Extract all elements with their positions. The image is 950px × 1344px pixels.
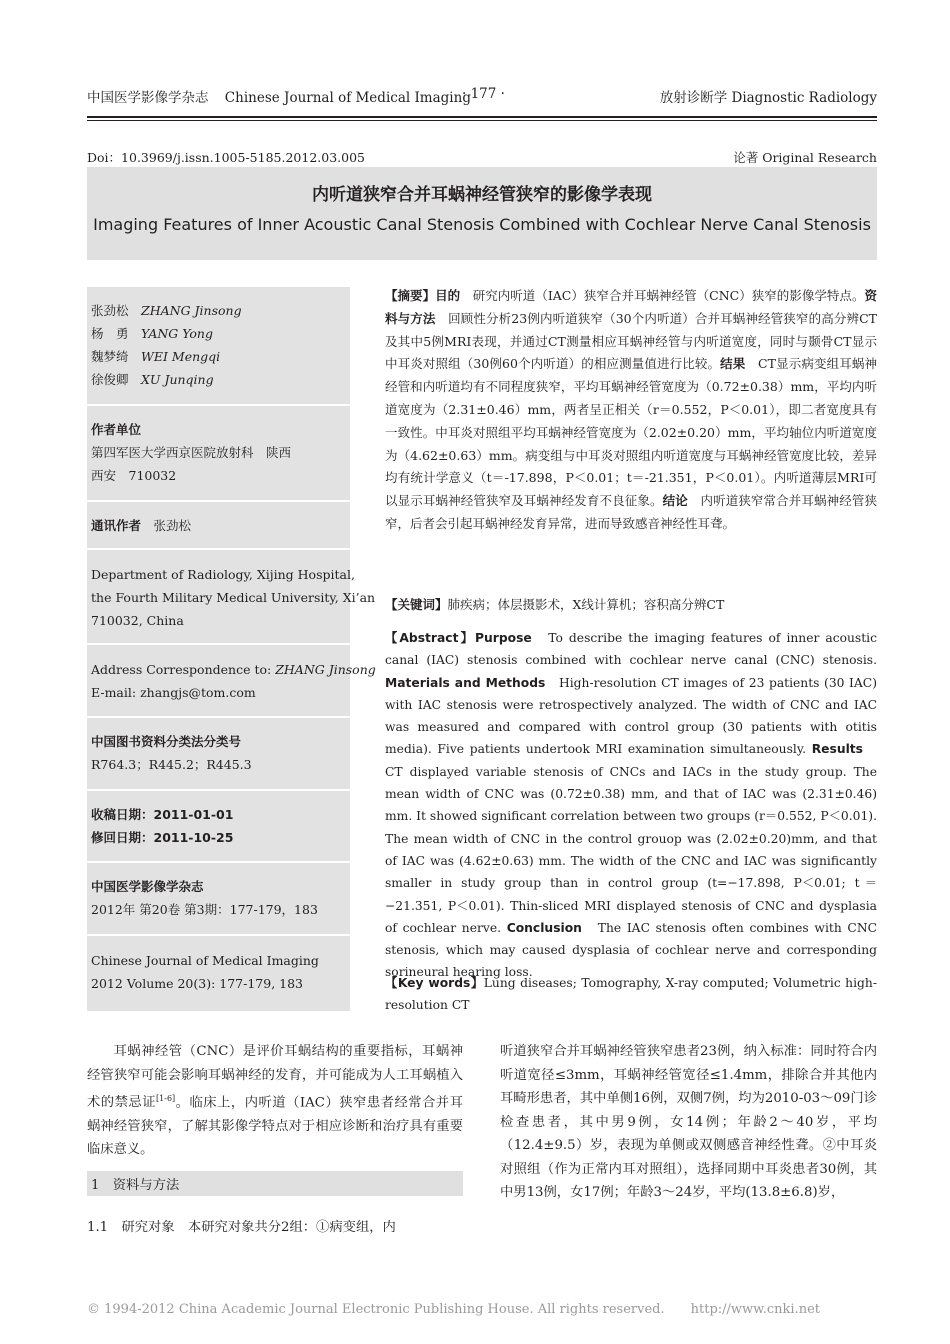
abstract-cn-purpose-label: 目的 [435,288,461,303]
title-cn: 内听道狭窄合并耳蜗神经管狭窄的影像学表现 [312,185,652,205]
sidebar-divider [87,548,350,550]
abstract-cn-conclusion: 内听道狭窄常合并耳蜗神经管狭窄，后者会引起耳蜗神经发育异常，进而导致感音神经性耳聋。 [385,493,877,531]
classification-value: R764.3；R445.2；R445.3 [91,757,252,772]
keywords-cn [385,595,877,613]
sidebar-divider [87,500,350,502]
affiliation-line-1: 第四军医大学西京医院放射科 陕西 [91,445,292,460]
received-date: 收稿日期：2011-01-01 [91,807,234,822]
abstract-en-methods: High-resolution CT images of 23 patients (30 IAC) with IAC stenosis were retrospectively analyzed. The width of CNC and IAC was measured and compared with control group (30 patients with otitis media). Five patients undertook MRI examination simultaneously. [385,675,878,757]
abstract-en-methods-label: Materials and Methods [385,675,546,690]
sidebar-divider [87,716,350,718]
keywords-en [385,972,877,1016]
abstract-en-conclusion-label: Conclusion [506,920,582,935]
abstract-en-conclusion: The IAC stenosis often combines with CNC stenosis, which may caused dysplasia of cochlear nerve and corresponding sorineural hearing loss. [385,920,877,980]
dates [91,803,233,849]
affiliation [91,418,291,487]
header-section: 放射诊断学 Diagnostic Radiology [659,90,877,106]
citation-issue-en: 2012 Volume 20(3): 177-179, 183 [91,976,304,991]
citation-issue-cn: 2012年 第20卷 第3期：177-179，183 [91,902,318,917]
abstract-cn-results: CT显示病变组耳蜗神经管和内听道均有不同程度狭窄，平均耳蜗神经管宽度为（0.72±0.38）mm，平均内听道宽度为（2.31±0.46）mm，两者呈正相关（r＝0.552，P＜0.01），即二者宽度具有一致性。中耳炎对照组平均耳蜗神经管宽度为（2.02±0.20）mm，平均轴位内听道宽度为（4.62±0.63）mm。病变组与中耳炎对照组内听道宽度与耳蜗神经管宽度比较，差异均有统计学意义（t＝-17.898，P＜0.01；t＝-21.351，P＜0.01）。内听道薄层MRI可以显示耳蜗神经管狭窄及耳蜗神经发育不良征象。 [385,356,877,509]
citation-journal-en: Chinese Journal of Medical Imaging [91,953,319,968]
abstract-en [385,627,877,984]
sidebar-divider [87,934,350,936]
header-journal-en: Chinese Journal of Medical Imaging [224,90,471,106]
body-right-column: 听道狭窄合并耳蜗神经管狭窄患者23例，纳入标准：同时符合内听道宽径≤3mm，耳蜗神经管宽径≤1.4mm，排除合并其他内耳畸形患者，其中单侧16例，双侧7例，均为2010-03～09门诊检查患者，其中男9例，女14例；年龄2～40岁，平均（12.4±9.5）岁，表现为单侧或双侧感音神经性聋。②中耳炎对照组（作为正常内耳对照组），选择同期中耳炎患者30例，其中男13例，女17例；年龄3～24岁，平均(13.8±6.8)岁， [500,1044,877,1200]
address-label: Address Correspondence to: [91,662,276,677]
body-intro [87,1040,463,1162]
body-intro-text-2: 。临床上，内听道（IAC）狭窄患者经常合并耳蜗神经管狭窄，了解其影像学特点对于相应诊断和治疗具有重要临床意义。 [87,1095,464,1158]
abstract-cn-results-label: 结果 [720,356,746,372]
abstract-en-purpose: To describe the imaging features of inner acoustic canal (IAC) stenosis combined with cochlear nerve canal (CNC) stenosis. [385,631,877,668]
section-heading: 1 资料与方法 [91,1178,180,1193]
department-line-3: 710032, China [91,613,184,628]
keywords-cn-text: 肺疾病；体层摄影术，X线计算机；容积高分辨CT [447,597,725,612]
abstract-cn-label: 【摘要】 [385,288,436,303]
author-1: 张劲松 ZHANG Jinsong [91,303,242,318]
abstract-cn-methods: 回顾性分析23例内听道狭窄（30个内听道）合并耳蜗神经管狭窄的高分辨CT及其中5例MRI表现，并通过CT测量相应耳蜗神经管与内听道宽度，同时与颞骨CT显示中耳炎对照组（30例60个内听道）的相应测量值进行比较。 [385,310,877,372]
department-en [91,563,375,632]
header-rule-thick [87,116,877,118]
header-rule-thin [87,120,877,121]
abstract-en-results: CT displayed variable stenosis of CNCs and IACs in the study group. The mean width of CNC was (0.72±0.38) mm, and that of IAC was (2.31±0.46) mm. It showed significant correlation between two groups (r＝0.552, P＜0.01). The mean width of CNC in the control grouop was (2.02±0.20)mm, and that of IAC was (4.62±0.63) mm. The width of the CNC and IAC was significantly smaller in study group than in control group (t=−17.898, P＜0.01; t＝−21.351, P＜0.01). Thin-sliced MRI displayed stenosis of CNC and dysplasia of cochlear nerve. [385,742,877,935]
corresponding-author [91,514,191,537]
abstract-en-label: 【Abstract】 [385,631,475,645]
author-3: 魏梦绮 WEI Mengqi [91,349,221,364]
classification [91,730,252,776]
subsection-text: 1.1 研究对象 本研究对象共分2组：①病变组，内 [87,1220,396,1235]
corresponding-name: 张劲松 [153,518,192,533]
body-intro-text: 耳蜗神经管（CNC）是评价耳蜗结构的重要指标，耳蜗神经管狭窄可能会影响耳蜗神经的发育，并可能成为人工耳蜗植入术的禁忌证 [87,1044,463,1111]
keywords-en-label: 【Key words】 [385,976,484,990]
classification-label: 中国图书资料分类法分类号 [91,734,242,749]
body-intro-ref: [1-6] [156,1094,176,1103]
address-correspondence [91,658,376,704]
header-journal-cn: 中国医学影像学杂志 [87,90,209,106]
abstract-en-results-label: Results [811,742,863,757]
revised-date: 修回日期：2011-10-25 [91,830,234,845]
abstract-cn [385,285,877,536]
affiliation-line-2: 西安 710032 [91,468,177,483]
email: E-mail: zhangjs@tom.com [91,685,256,700]
sidebar-divider [87,404,350,406]
title-en: Imaging Features of Inner Acoustic Canal Stenosis Combined with Cochlear Nerve Canal Stenosis [93,215,871,234]
corresponding-label: 通讯作者 [91,518,142,533]
affiliation-label: 作者单位 [91,422,142,437]
keywords-en-text: Lung diseases; Tomography, X-ray computed; Volumetric high-resolution CT [385,976,877,1012]
author-2: 杨 勇 YANG Yong [91,326,213,341]
sidebar-divider [87,789,350,791]
citation-cn [91,875,318,921]
citation-journal-cn: 中国医学影像学杂志 [91,879,204,894]
abstract-cn-purpose: 研究内听道（IAC）狭窄合并耳蜗神经管（CNC）狭窄的影像学特点。 [460,288,865,303]
sidebar-divider [87,643,350,645]
doi: Doi：10.3969/j.issn.1005-5185.2012.03.005 [87,150,365,165]
article-type: 论著 Original Research [733,150,877,165]
copyright-footer: © 1994-2012 China Academic Journal Electronic Publishing House. All rights reserved. http://www.cnki.net [87,1302,820,1317]
keywords-cn-label: 【关键词】 [385,597,448,612]
abstract-en-purpose-label: Purpose [474,631,532,645]
abstract-cn-conclusion-label: 结论 [662,493,688,509]
author-4: 徐俊卿 XU Junqing [91,372,214,387]
header-journal [87,86,471,106]
address-name: ZHANG Jinsong [275,662,376,677]
abstract-cn-methods-label: 资料与方法 [385,288,877,326]
department-line-2: the Fourth Military Medical University, Xi’an [91,590,376,605]
author-list [91,299,242,391]
sidebar-divider [87,861,350,863]
citation-en [91,949,319,995]
header-page-number: · 177 · [462,86,505,102]
department-line-1: Department of Radiology, Xijing Hospital, [91,567,355,582]
